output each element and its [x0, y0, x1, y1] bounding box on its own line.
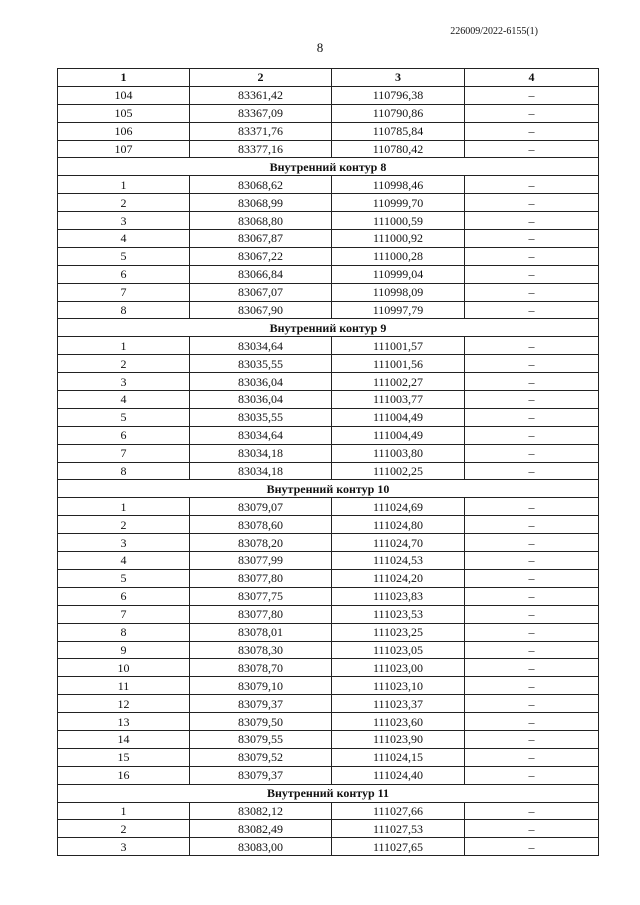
- x-coordinate-cell: 83034,18: [190, 462, 332, 480]
- column-4-cell: –: [465, 605, 599, 623]
- y-coordinate-cell: 111023,83: [332, 587, 465, 605]
- y-coordinate-cell: 110790,86: [332, 104, 465, 122]
- column-4-cell: –: [465, 802, 599, 820]
- table-header-row: [58, 69, 599, 87]
- column-4-cell: –: [465, 265, 599, 283]
- y-coordinate-cell: 111027,65: [332, 838, 465, 856]
- y-coordinate-cell: 110780,42: [332, 140, 465, 158]
- column-4-cell: –: [465, 337, 599, 355]
- table-row: [58, 391, 599, 409]
- point-number-cell: 1: [58, 337, 190, 355]
- column-4-cell: –: [465, 516, 599, 534]
- x-coordinate-cell: 83035,55: [190, 408, 332, 426]
- coordinates-table: [57, 68, 599, 856]
- point-number-cell: 107: [58, 140, 190, 158]
- x-coordinate-cell: 83036,04: [190, 373, 332, 391]
- y-coordinate-cell: 111024,80: [332, 516, 465, 534]
- page-number: 8: [316, 40, 324, 55]
- x-coordinate-cell: 83036,04: [190, 391, 332, 409]
- point-number-cell: 5: [58, 408, 190, 426]
- table-row: [58, 122, 599, 140]
- table-row: [58, 534, 599, 552]
- x-coordinate-cell: 83077,80: [190, 569, 332, 587]
- table-row: [58, 587, 599, 605]
- x-coordinate-cell: 83377,16: [190, 140, 332, 158]
- point-number-cell: 6: [58, 265, 190, 283]
- column-4-cell: –: [465, 86, 599, 104]
- x-coordinate-cell: 83079,37: [190, 766, 332, 784]
- point-number-cell: 8: [58, 301, 190, 319]
- table-row: [58, 230, 599, 248]
- y-coordinate-cell: 111023,37: [332, 695, 465, 713]
- column-4-cell: –: [465, 713, 599, 731]
- y-coordinate-cell: 111004,49: [332, 408, 465, 426]
- column-4-cell: –: [465, 677, 599, 695]
- column-4-cell: –: [465, 820, 599, 838]
- x-coordinate-cell: 83079,37: [190, 695, 332, 713]
- y-coordinate-cell: 111023,10: [332, 677, 465, 695]
- x-coordinate-cell: 83068,99: [190, 194, 332, 212]
- x-coordinate-cell: 83079,55: [190, 730, 332, 748]
- column-4-cell: –: [465, 230, 599, 248]
- table-row: [58, 86, 599, 104]
- column-4-cell: –: [465, 498, 599, 516]
- x-coordinate-cell: 83367,09: [190, 104, 332, 122]
- x-coordinate-cell: 83067,22: [190, 247, 332, 265]
- column-4-cell: –: [465, 140, 599, 158]
- x-coordinate-cell: 83077,80: [190, 605, 332, 623]
- y-coordinate-cell: 111002,27: [332, 373, 465, 391]
- y-coordinate-cell: 111000,59: [332, 212, 465, 230]
- column-4-cell: –: [465, 194, 599, 212]
- table-row: [58, 104, 599, 122]
- table-row: [58, 730, 599, 748]
- x-coordinate-cell: 83079,52: [190, 748, 332, 766]
- column-4-cell: –: [465, 623, 599, 641]
- table-row: [58, 498, 599, 516]
- table-row: [58, 766, 599, 784]
- x-coordinate-cell: 83067,87: [190, 230, 332, 248]
- column-4-cell: –: [465, 122, 599, 140]
- table-row: [58, 337, 599, 355]
- table-row: [58, 516, 599, 534]
- x-coordinate-cell: 83079,10: [190, 677, 332, 695]
- table-row: [58, 605, 599, 623]
- x-coordinate-cell: 83079,07: [190, 498, 332, 516]
- table-row: [58, 426, 599, 444]
- y-coordinate-cell: 111024,40: [332, 766, 465, 784]
- y-coordinate-cell: 111024,53: [332, 552, 465, 570]
- column-4-cell: –: [465, 462, 599, 480]
- table-row: [58, 301, 599, 319]
- x-coordinate-cell: 83034,64: [190, 426, 332, 444]
- y-coordinate-cell: 110796,38: [332, 86, 465, 104]
- x-coordinate-cell: 83078,20: [190, 534, 332, 552]
- point-number-cell: 4: [58, 230, 190, 248]
- table-row: [58, 283, 599, 301]
- column-4-cell: –: [465, 373, 599, 391]
- y-coordinate-cell: 111002,25: [332, 462, 465, 480]
- point-number-cell: 2: [58, 355, 190, 373]
- table-row: [58, 408, 599, 426]
- point-number-cell: 1: [58, 498, 190, 516]
- x-coordinate-cell: 83068,80: [190, 212, 332, 230]
- y-coordinate-cell: 111024,70: [332, 534, 465, 552]
- column-4-cell: –: [465, 408, 599, 426]
- point-number-cell: 7: [58, 283, 190, 301]
- column-4-cell: –: [465, 212, 599, 230]
- point-number-cell: 1: [58, 802, 190, 820]
- table-row: [58, 713, 599, 731]
- point-number-cell: 5: [58, 247, 190, 265]
- section-header-row: [58, 158, 599, 176]
- section-title: Внутренний контур 10: [58, 480, 599, 498]
- y-coordinate-cell: 111023,05: [332, 641, 465, 659]
- y-coordinate-cell: 110998,09: [332, 283, 465, 301]
- point-number-cell: 3: [58, 212, 190, 230]
- table-row: [58, 641, 599, 659]
- y-coordinate-cell: 111000,28: [332, 247, 465, 265]
- section-header-row: [58, 319, 599, 337]
- column-4-cell: –: [465, 444, 599, 462]
- column-4-cell: –: [465, 552, 599, 570]
- column-header: 1: [58, 69, 190, 87]
- y-coordinate-cell: 111027,66: [332, 802, 465, 820]
- y-coordinate-cell: 111003,80: [332, 444, 465, 462]
- column-4-cell: –: [465, 730, 599, 748]
- point-number-cell: 16: [58, 766, 190, 784]
- y-coordinate-cell: 111027,53: [332, 820, 465, 838]
- column-4-cell: –: [465, 766, 599, 784]
- column-header: 4: [465, 69, 599, 87]
- point-number-cell: 3: [58, 534, 190, 552]
- point-number-cell: 4: [58, 391, 190, 409]
- y-coordinate-cell: 111023,00: [332, 659, 465, 677]
- section-header-row: [58, 784, 599, 802]
- point-number-cell: 104: [58, 86, 190, 104]
- point-number-cell: 8: [58, 623, 190, 641]
- section-title: Внутренний контур 9: [58, 319, 599, 337]
- table-row: [58, 748, 599, 766]
- table-row: [58, 265, 599, 283]
- column-4-cell: –: [465, 283, 599, 301]
- table-row: [58, 194, 599, 212]
- point-number-cell: 5: [58, 569, 190, 587]
- table-row: [58, 659, 599, 677]
- table-row: [58, 802, 599, 820]
- point-number-cell: 3: [58, 373, 190, 391]
- y-coordinate-cell: 110999,04: [332, 265, 465, 283]
- x-coordinate-cell: 83035,55: [190, 355, 332, 373]
- x-coordinate-cell: 83034,18: [190, 444, 332, 462]
- table-row: [58, 140, 599, 158]
- table-row: [58, 820, 599, 838]
- point-number-cell: 3: [58, 838, 190, 856]
- table-row: [58, 569, 599, 587]
- y-coordinate-cell: 111000,92: [332, 230, 465, 248]
- point-number-cell: 1: [58, 176, 190, 194]
- point-number-cell: 7: [58, 444, 190, 462]
- section-header-row: [58, 480, 599, 498]
- table-row: [58, 247, 599, 265]
- column-4-cell: –: [465, 641, 599, 659]
- section-title: Внутренний контур 11: [58, 784, 599, 802]
- x-coordinate-cell: 83078,30: [190, 641, 332, 659]
- point-number-cell: 8: [58, 462, 190, 480]
- table-row: [58, 552, 599, 570]
- y-coordinate-cell: 110998,46: [332, 176, 465, 194]
- y-coordinate-cell: 111024,15: [332, 748, 465, 766]
- x-coordinate-cell: 83082,49: [190, 820, 332, 838]
- x-coordinate-cell: 83078,01: [190, 623, 332, 641]
- y-coordinate-cell: 111023,90: [332, 730, 465, 748]
- point-number-cell: 106: [58, 122, 190, 140]
- table-row: [58, 623, 599, 641]
- x-coordinate-cell: 83078,70: [190, 659, 332, 677]
- point-number-cell: 2: [58, 820, 190, 838]
- point-number-cell: 14: [58, 730, 190, 748]
- section-title: Внутренний контур 8: [58, 158, 599, 176]
- y-coordinate-cell: 111001,56: [332, 355, 465, 373]
- y-coordinate-cell: 110999,70: [332, 194, 465, 212]
- column-4-cell: –: [465, 104, 599, 122]
- point-number-cell: 6: [58, 587, 190, 605]
- point-number-cell: 15: [58, 748, 190, 766]
- y-coordinate-cell: 111023,60: [332, 713, 465, 731]
- x-coordinate-cell: 83077,99: [190, 552, 332, 570]
- point-number-cell: 12: [58, 695, 190, 713]
- y-coordinate-cell: 111024,20: [332, 569, 465, 587]
- point-number-cell: 4: [58, 552, 190, 570]
- x-coordinate-cell: 83067,90: [190, 301, 332, 319]
- document-id: 226009/2022-6155(1): [450, 26, 538, 37]
- column-4-cell: –: [465, 247, 599, 265]
- point-number-cell: 9: [58, 641, 190, 659]
- point-number-cell: 2: [58, 516, 190, 534]
- point-number-cell: 13: [58, 713, 190, 731]
- y-coordinate-cell: 111023,25: [332, 623, 465, 641]
- column-header: 3: [332, 69, 465, 87]
- column-4-cell: –: [465, 748, 599, 766]
- x-coordinate-cell: 83066,84: [190, 265, 332, 283]
- x-coordinate-cell: 83371,76: [190, 122, 332, 140]
- column-4-cell: –: [465, 176, 599, 194]
- table-body: [58, 86, 599, 855]
- column-4-cell: –: [465, 569, 599, 587]
- column-4-cell: –: [465, 534, 599, 552]
- column-4-cell: –: [465, 838, 599, 856]
- column-4-cell: –: [465, 659, 599, 677]
- point-number-cell: 11: [58, 677, 190, 695]
- table-row: [58, 677, 599, 695]
- y-coordinate-cell: 111024,69: [332, 498, 465, 516]
- table-row: [58, 176, 599, 194]
- y-coordinate-cell: 111001,57: [332, 337, 465, 355]
- table-row: [58, 355, 599, 373]
- y-coordinate-cell: 110785,84: [332, 122, 465, 140]
- table-row: [58, 444, 599, 462]
- table-row: [58, 212, 599, 230]
- x-coordinate-cell: 83034,64: [190, 337, 332, 355]
- y-coordinate-cell: 110997,79: [332, 301, 465, 319]
- table-row: [58, 695, 599, 713]
- point-number-cell: 2: [58, 194, 190, 212]
- x-coordinate-cell: 83361,42: [190, 86, 332, 104]
- y-coordinate-cell: 111004,49: [332, 426, 465, 444]
- table-row: [58, 462, 599, 480]
- point-number-cell: 7: [58, 605, 190, 623]
- column-4-cell: –: [465, 391, 599, 409]
- x-coordinate-cell: 83083,00: [190, 838, 332, 856]
- table-row: [58, 373, 599, 391]
- x-coordinate-cell: 83078,60: [190, 516, 332, 534]
- column-4-cell: –: [465, 301, 599, 319]
- x-coordinate-cell: 83082,12: [190, 802, 332, 820]
- x-coordinate-cell: 83068,62: [190, 176, 332, 194]
- column-4-cell: –: [465, 587, 599, 605]
- column-header: 2: [190, 69, 332, 87]
- column-4-cell: –: [465, 695, 599, 713]
- x-coordinate-cell: 83077,75: [190, 587, 332, 605]
- column-4-cell: –: [465, 355, 599, 373]
- point-number-cell: 10: [58, 659, 190, 677]
- point-number-cell: 6: [58, 426, 190, 444]
- x-coordinate-cell: 83067,07: [190, 283, 332, 301]
- y-coordinate-cell: 111003,77: [332, 391, 465, 409]
- y-coordinate-cell: 111023,53: [332, 605, 465, 623]
- point-number-cell: 105: [58, 104, 190, 122]
- column-4-cell: –: [465, 426, 599, 444]
- table-row: [58, 838, 599, 856]
- x-coordinate-cell: 83079,50: [190, 713, 332, 731]
